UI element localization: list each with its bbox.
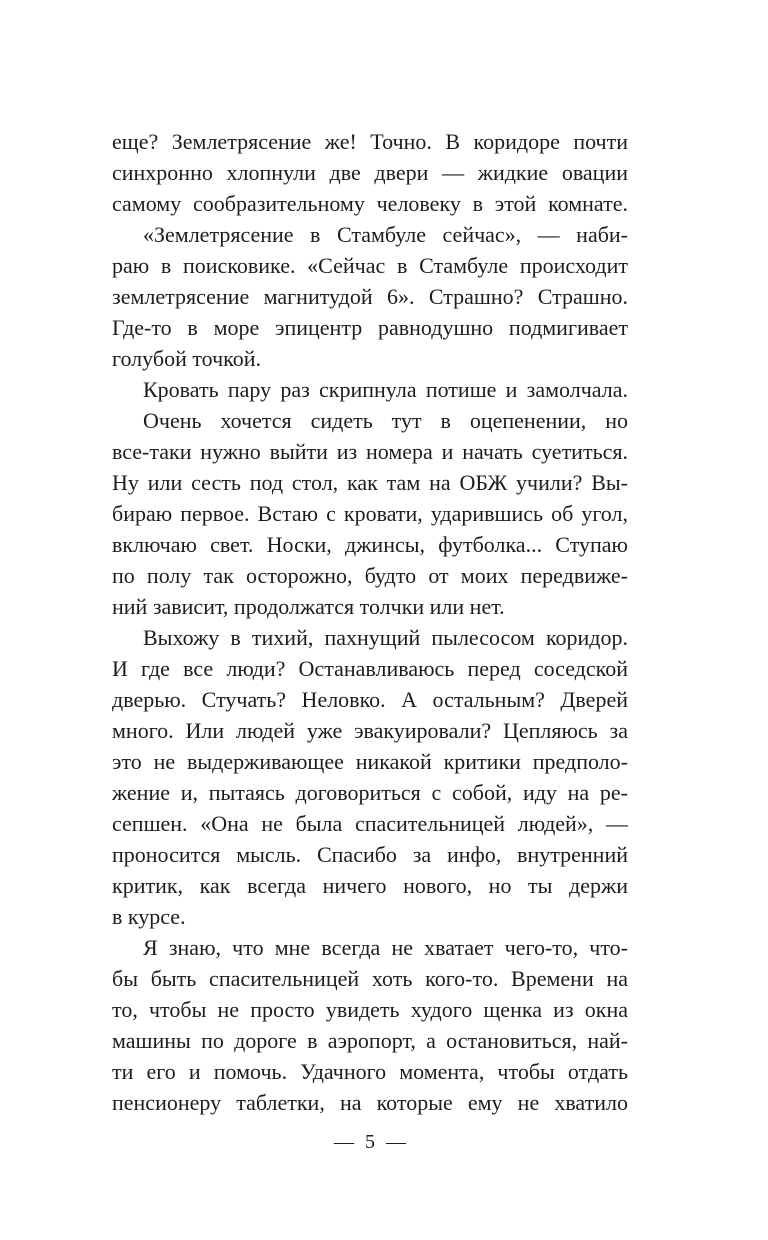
text-line: Ну или сесть под стол, как там на ОБЖ учили? Вы- (112, 470, 628, 495)
text-line: это не выдерживающее никакой критики предполо- (112, 749, 628, 774)
paragraph (112, 622, 628, 932)
text-line: раю в поисковике. «Сейчас в Стамбуле происходит (112, 253, 628, 278)
text-line: Очень хочется сидеть тут в оцепенении, но (143, 408, 628, 433)
text-line: пенсионеру таблетки, на которые ему не хватило (112, 1090, 628, 1115)
paragraph (112, 219, 628, 374)
text-line: И где все люди? Останавливаюсь перед соседской (112, 656, 628, 681)
text-line: самому сообразительному человеку в этой комнате. (112, 191, 628, 216)
text-line: критик, как всегда ничего нового, но ты держи (112, 873, 628, 898)
text-line: еще? Землетрясение же! Точно. В коридоре почти (112, 129, 628, 154)
text-line: Я знаю, что мне всегда не хватает чего-то, что- (143, 935, 628, 960)
paragraph (112, 374, 628, 405)
page-text-block (112, 126, 628, 1118)
text-line: дверью. Стучать? Неловко. А остальным? Дверей (112, 687, 628, 712)
text-line: «Землетрясение в Стамбуле сейчас», — наби- (143, 222, 628, 247)
text-line: синхронно хлопнули две двери — жидкие овации (112, 160, 628, 185)
text-line: сепшен. «Она не была спасительницей людей», — (112, 811, 628, 836)
paragraph (112, 405, 628, 622)
text-line: то, чтобы не просто увидеть худого щенка из окна (112, 997, 628, 1022)
text-line: бы быть спасительницей хоть кого-то. Времени на (112, 966, 628, 991)
text-line: Выхожу в тихий, пахнущий пылесосом коридор. (143, 625, 628, 650)
text-line: машины по дороге в аэропорт, а остановиться, най- (112, 1028, 628, 1053)
text-line: по полу так осторожно, будто от моих передвиже- (112, 563, 628, 588)
text-line: ти его и помочь. Удачного момента, чтобы отдать (112, 1059, 628, 1084)
text-line: бираю первое. Встаю с кровати, ударившись об угол, (112, 501, 628, 526)
text-line: голубой точкой. (112, 346, 262, 371)
text-line: ний зависит, продолжатся толчки или нет. (112, 594, 505, 619)
paragraph (112, 126, 628, 219)
paragraph (112, 932, 628, 1118)
text-line: в курсе. (112, 904, 186, 929)
text-line: жение и, пытаясь договориться с собой, иду на ре- (112, 780, 628, 805)
text-line: все-таки нужно выйти из номера и начать суетиться. (112, 439, 628, 464)
text-line: включаю свет. Носки, джинсы, футболка... Ступаю (112, 532, 628, 557)
text-line: Кровать пару раз скрипнула потише и замолчала. (143, 377, 628, 402)
page-number: — 5 — (334, 1131, 406, 1153)
text-line: Где-то в море эпицентр равнодушно подмигивает (112, 315, 628, 340)
text-line: много. Или людей уже эвакуировали? Цепляюсь за (112, 718, 628, 743)
text-line: землетрясение магнитудой 6». Страшно? Страшно. (112, 284, 628, 309)
text-line: проносится мысль. Спасибо за инфо, внутренний (112, 842, 628, 867)
